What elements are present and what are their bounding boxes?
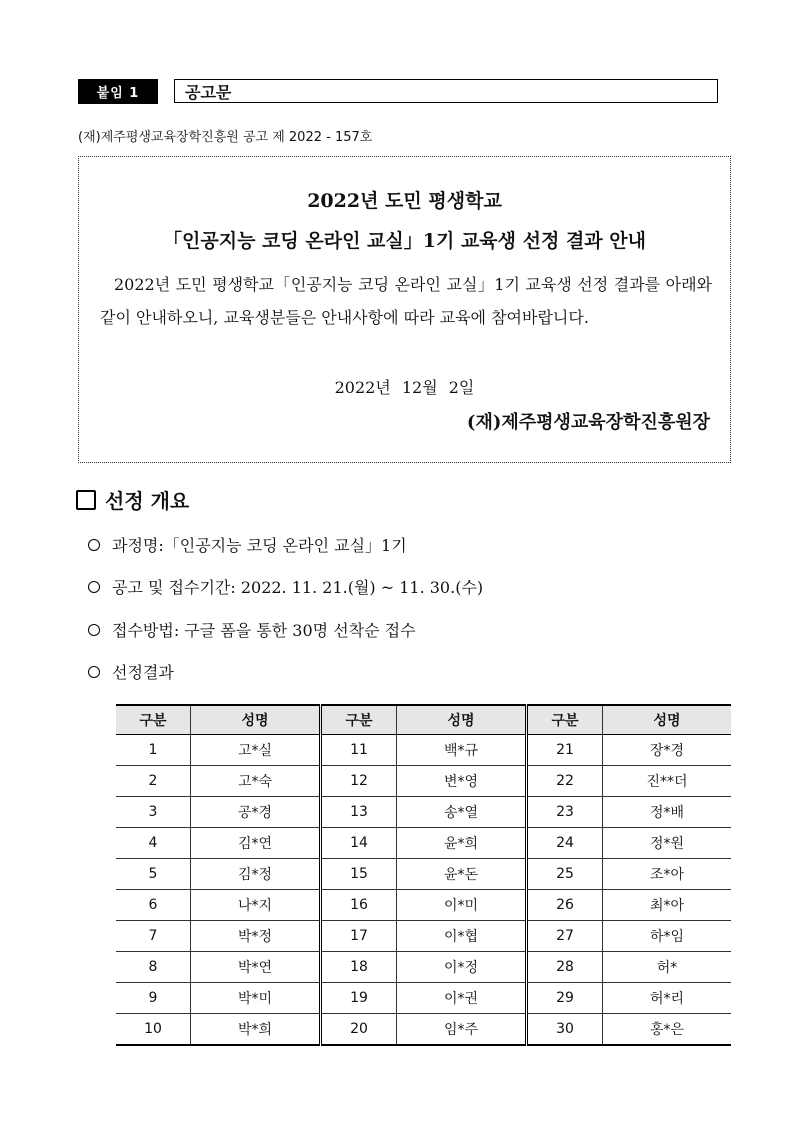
cell-name: 박*희 [191, 1014, 321, 1046]
cell-number: 12 [321, 766, 397, 797]
table-row [116, 983, 731, 1014]
cell-number: 18 [321, 952, 397, 983]
cell-name: 공*경 [191, 797, 321, 828]
cell-name: 고*실 [191, 735, 321, 766]
cell-name: 이*정 [397, 952, 527, 983]
cell-name: 허* [603, 952, 732, 983]
cell-number: 3 [116, 797, 191, 828]
cell-name: 조*아 [603, 859, 732, 890]
table-row [116, 859, 731, 890]
cell-name: 이*협 [397, 921, 527, 952]
bullet-item [88, 533, 407, 556]
col-header-number: 구분 [116, 705, 191, 735]
circle-bullet-icon [88, 539, 100, 551]
cell-name: 이*권 [397, 983, 527, 1014]
cell-number: 11 [321, 735, 397, 766]
cell-number: 29 [527, 983, 603, 1014]
cell-number: 8 [116, 952, 191, 983]
attachment-badge: 붙임 1 [78, 79, 158, 104]
col-header-name: 성명 [191, 705, 321, 735]
selection-results-table [116, 704, 731, 1046]
bullet-text: 선정결과 [112, 663, 174, 682]
col-header-number: 구분 [321, 705, 397, 735]
cell-name: 박*미 [191, 983, 321, 1014]
checkbox-icon [76, 490, 96, 510]
cell-name: 하*임 [603, 921, 732, 952]
cell-name: 고*숙 [191, 766, 321, 797]
cell-number: 22 [527, 766, 603, 797]
cell-number: 1 [116, 735, 191, 766]
cell-number: 24 [527, 828, 603, 859]
notice-number: (재)제주평생교육장학진흥원 공고 제 2022 - 157호 [78, 130, 373, 145]
header-title-box [174, 79, 718, 103]
cell-number: 25 [527, 859, 603, 890]
cell-number: 27 [527, 921, 603, 952]
cell-number: 21 [527, 735, 603, 766]
circle-bullet-icon [88, 624, 100, 636]
cell-name: 윤*희 [397, 828, 527, 859]
bullet-text: 접수방법: 구글 폼을 통한 30명 선착순 접수 [112, 621, 416, 640]
cell-number: 17 [321, 921, 397, 952]
cell-name: 박*연 [191, 952, 321, 983]
cell-number: 7 [116, 921, 191, 952]
cell-number: 28 [527, 952, 603, 983]
cell-name: 나*지 [191, 890, 321, 921]
cell-number: 2 [116, 766, 191, 797]
bullet-text: 과정명:「인공지능 코딩 온라인 교실」1기 [112, 536, 407, 555]
notice-signer: (재)제주평생교육장학진흥원장 [466, 412, 710, 433]
notice-title-line2: 「인공지능 코딩 온라인 교실」1기 교육생 선정 결과 안내 [163, 230, 646, 252]
cell-name: 임*주 [397, 1014, 527, 1046]
cell-name: 이*미 [397, 890, 527, 921]
table-row [116, 921, 731, 952]
cell-name: 정*원 [603, 828, 732, 859]
cell-number: 14 [321, 828, 397, 859]
section-heading [76, 485, 189, 514]
cell-number: 13 [321, 797, 397, 828]
cell-name: 최*아 [603, 890, 732, 921]
cell-number: 16 [321, 890, 397, 921]
bullet-text: 공고 및 접수기간: 2022. 11. 21.(월) ~ 11. 30.(수) [112, 578, 484, 597]
cell-number: 19 [321, 983, 397, 1014]
cell-name: 장*경 [603, 735, 732, 766]
cell-number: 20 [321, 1014, 397, 1046]
notice-date: 2022년 12월 2일 [334, 378, 475, 397]
table-row [116, 735, 731, 766]
cell-name: 변*영 [397, 766, 527, 797]
cell-name: 송*열 [397, 797, 527, 828]
table-header-row [116, 705, 731, 735]
cell-number: 6 [116, 890, 191, 921]
table-row [116, 766, 731, 797]
table-row [116, 797, 731, 828]
cell-name: 김*정 [191, 859, 321, 890]
bullet-item [88, 660, 174, 683]
table-row [116, 952, 731, 983]
table-row [116, 890, 731, 921]
col-header-number: 구분 [527, 705, 603, 735]
cell-name: 허*리 [603, 983, 732, 1014]
cell-number: 26 [527, 890, 603, 921]
notice-body: 2022년 도민 평생학교「인공지능 코딩 온라인 교실」1기 교육생 선정 결과를 아래와 같이 안내하오니, 교육생분들은 안내사항에 따라 교육에 참여바랍니다. [100, 275, 712, 327]
cell-name: 진**더 [603, 766, 732, 797]
cell-name: 박*정 [191, 921, 321, 952]
header-title: 공고문 [185, 82, 232, 102]
cell-name: 백*규 [397, 735, 527, 766]
cell-name: 김*연 [191, 828, 321, 859]
circle-bullet-icon [88, 666, 100, 678]
cell-name: 홍*은 [603, 1014, 732, 1046]
bullet-item [88, 618, 416, 641]
circle-bullet-icon [88, 581, 100, 593]
section-title: 선정 개요 [105, 489, 190, 513]
col-header-name: 성명 [397, 705, 527, 735]
col-header-name: 성명 [603, 705, 732, 735]
cell-number: 23 [527, 797, 603, 828]
cell-name: 윤*돈 [397, 859, 527, 890]
cell-number: 4 [116, 828, 191, 859]
notice-title-line1: 2022년 도민 평생학교 [307, 190, 502, 212]
table-row [116, 828, 731, 859]
table-row [116, 1014, 731, 1046]
cell-number: 10 [116, 1014, 191, 1046]
cell-number: 5 [116, 859, 191, 890]
cell-name: 정*배 [603, 797, 732, 828]
bullet-item [88, 575, 483, 598]
cell-number: 15 [321, 859, 397, 890]
cell-number: 9 [116, 983, 191, 1014]
cell-number: 30 [527, 1014, 603, 1046]
